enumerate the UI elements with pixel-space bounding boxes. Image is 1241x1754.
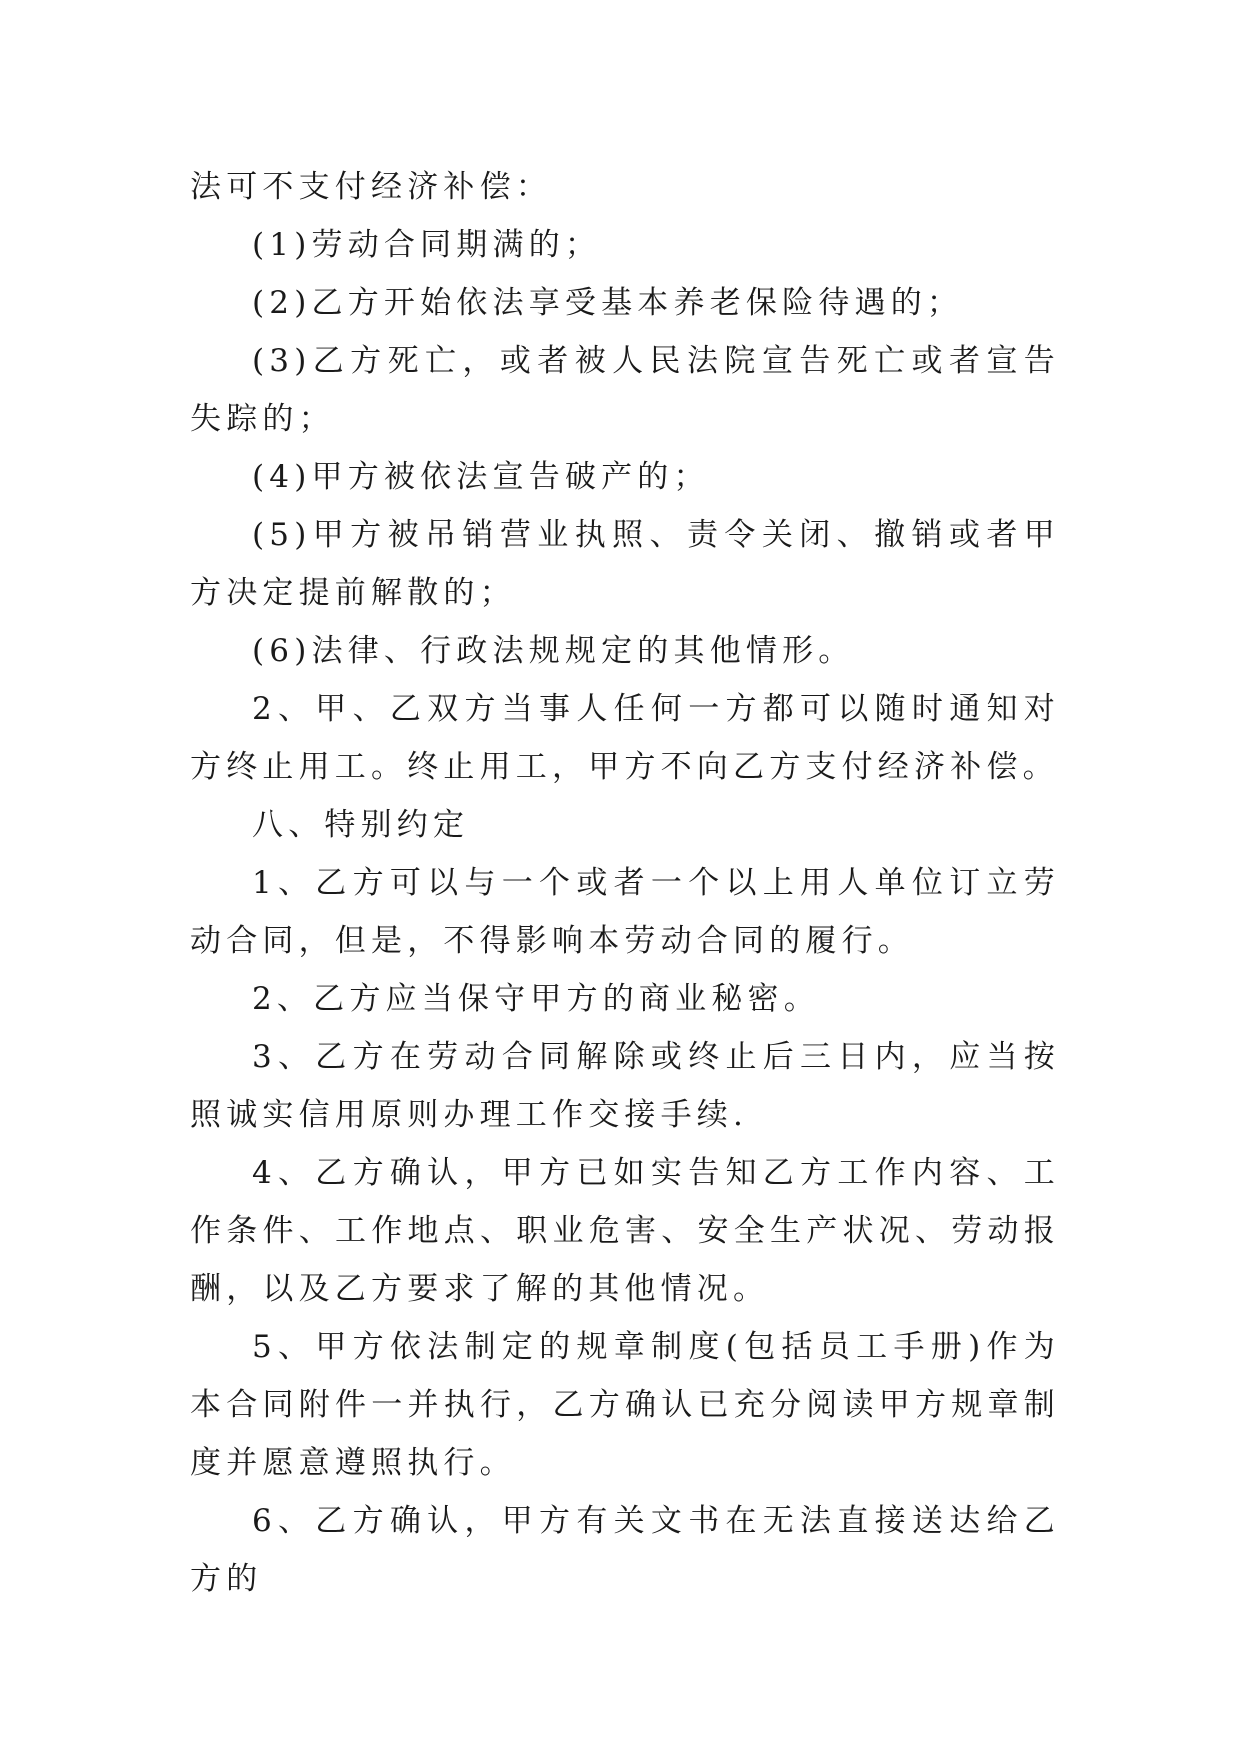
paragraph-special-6: 6、乙方确认，甲方有关文书在无法直接送达给乙方的 (190, 1503, 1060, 1597)
paragraph-item-2: (2)乙方开始依法享受基本养老保险待遇的； (252, 285, 964, 321)
paragraph-special-3: 3、乙方在劳动合同解除或终止后三日内，应当按照诚实信用原则办理工作交接手续. (190, 1039, 1060, 1133)
paragraph-special-4: 4、乙方确认，甲方已如实告知乙方工作内容、工作条件、工作地点、职业危害、安全生产状况、劳动报酬，以及乙方要求了解的其他情况。 (190, 1155, 1060, 1307)
paragraph-item-4: (4)甲方被依法宣告破产的； (252, 459, 710, 495)
paragraph-item-6: (6)法律、行政法规规定的其他情形。 (252, 633, 855, 669)
paragraph-item-1: (1)劳动合同期满的； (252, 227, 602, 263)
paragraph-item-3: (3)乙方死亡，或者被人民法院宣告死亡或者宣告失踪的； (190, 343, 1060, 437)
paragraph-special-5: 5、甲方依法制定的规章制度(包括员工手册)作为本合同附件一并执行，乙方确认已充分阅读甲方规章制度并愿意遵照执行。 (190, 1329, 1060, 1481)
paragraph-intro: 法可不支付经济补偿： (190, 169, 552, 205)
document-body (190, 158, 1060, 1608)
paragraph-special-2: 2、乙方应当保守甲方的商业秘密。 (252, 981, 820, 1017)
paragraph-item-5: (5)甲方被吊销营业执照、责令关闭、撤销或者甲方决定提前解散的； (190, 517, 1060, 611)
paragraph-clause-2: 2、甲、乙双方当事人任何一方都可以随时通知对方终止用工。终止用工，甲方不向乙方支付经济补偿。 (190, 691, 1060, 785)
paragraph-special-1: 1、乙方可以与一个或者一个以上用人单位订立劳动合同，但是，不得影响本劳动合同的履行。 (190, 865, 1060, 959)
section-heading-special-terms: 八、特别约定 (252, 807, 470, 843)
